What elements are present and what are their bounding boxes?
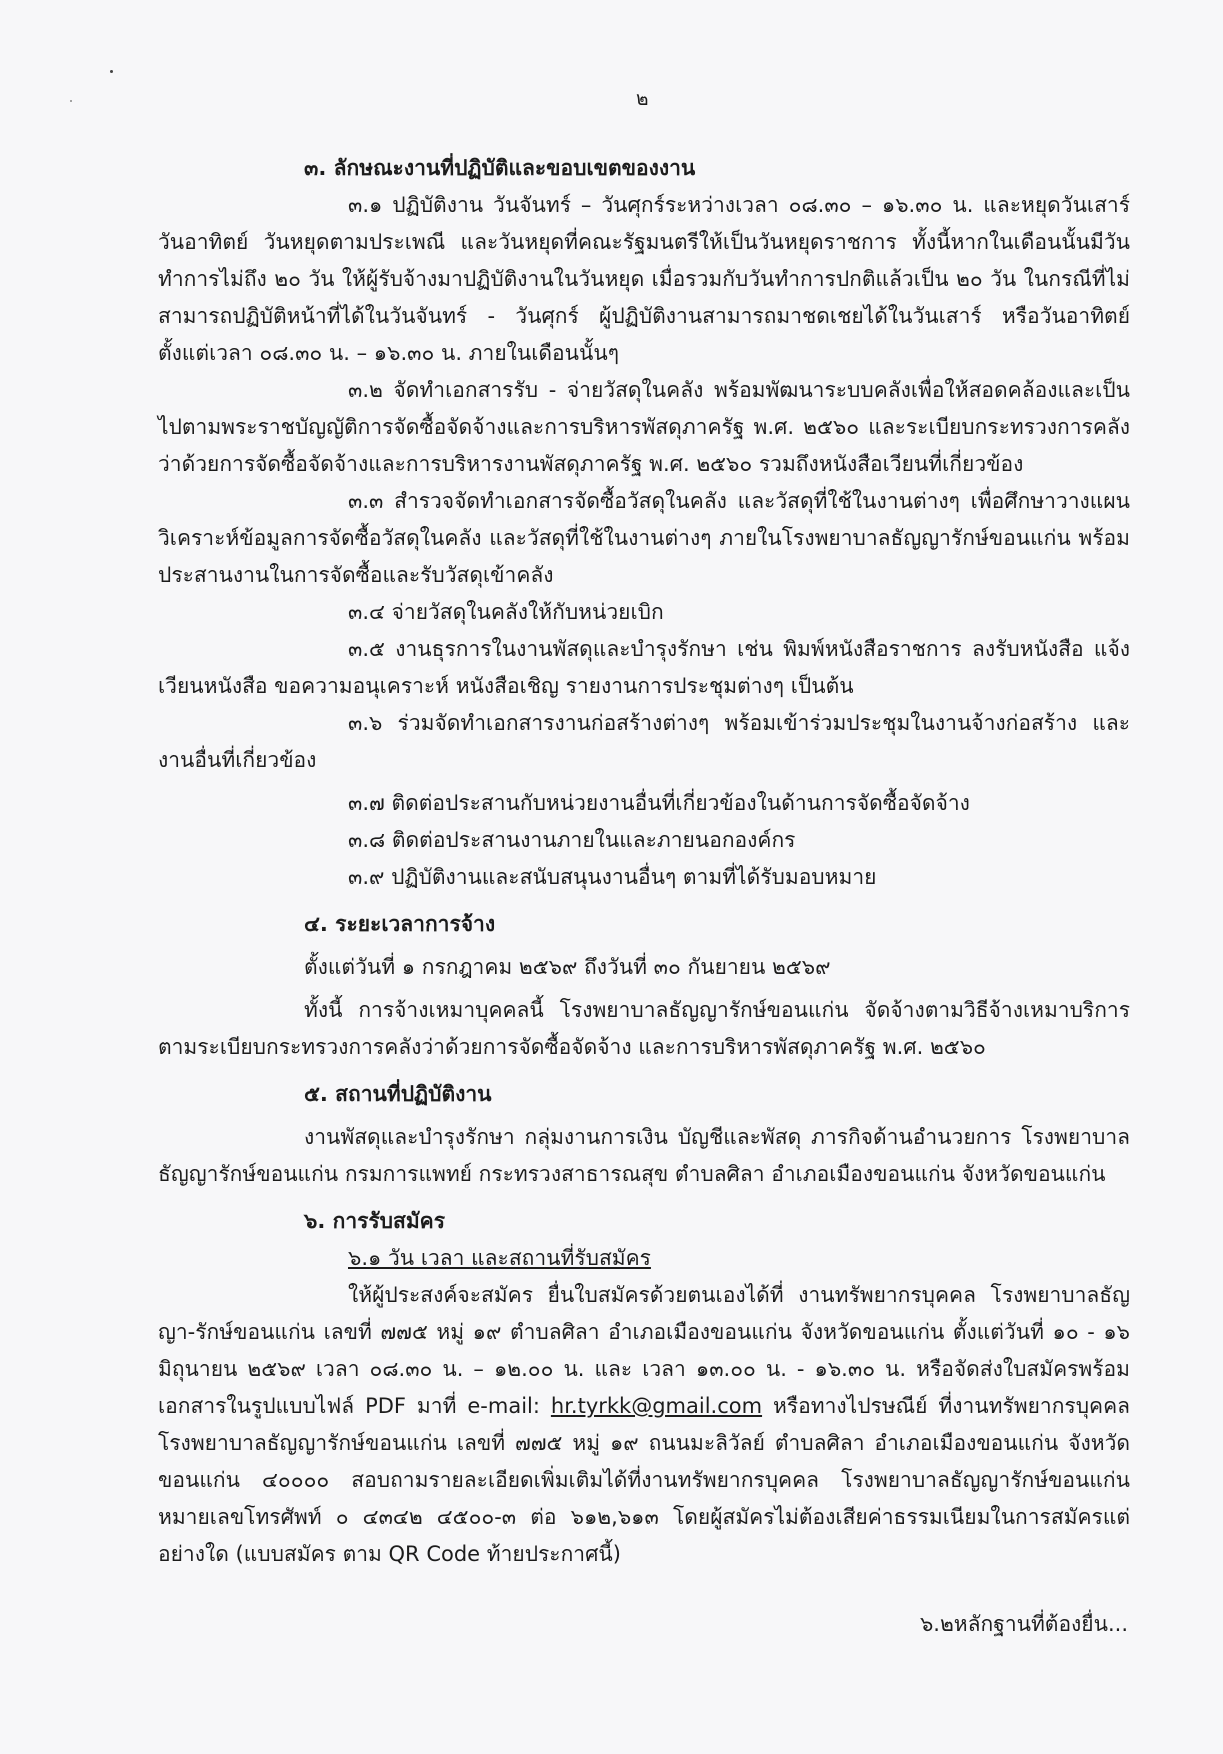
email-link[interactable]: hr.tyrkk@gmail.com (550, 1394, 763, 1418)
section-6-1-text-a: ให้ผู้ประสงค์จะสมัคร ยื่นใบสมัครด้วยตนเองได้ที่ งานทรัพยากรบุคคล โรงพยาบาลธัญญา-รักษ์ขอนแก่น เลขที่ ๗๗๕ หมู่ ๑๙ ตำบลศิลา อำเภอเมืองขอนแก่น จังหวัดขอนแก่น ตั้งแต่วันที่ ๑๐ - ๑๖ มิถุนายน ๒๕๖๙ เวลา ๐๘.๓๐ น. – ๑๒.๐๐ น. และ เวลา ๑๓.๐๐ น. - ๑๖.๓๐ น. หรือจัดส่งใบสมัครพร้อมเอกสารในรูปแบบไฟล์ PDF มาที่ e-mail: (158, 1283, 1130, 1418)
section-3-heading: ๓. ลักษณะงานที่ปฏิบัติและขอบเขตของงาน (304, 156, 696, 180)
scan-speck (110, 70, 113, 73)
page-number: ๒ (636, 88, 649, 110)
section-4-period: ตั้งแต่วันที่ ๑ กรกฎาคม ๒๕๖๙ ถึงวันที่ ๓๐ กันยายน ๒๕๖๙ (304, 955, 831, 979)
continuation-footer: ๖.๒หลักฐานที่ต้องยื่น... (919, 1612, 1128, 1636)
section-3-2: ๓.๒ จัดทำเอกสารรับ - จ่ายวัสดุในคลัง พร้อมพัฒนาระบบคลังเพื่อให้สอดคล้องและเป็นไปตามพระราชบัญญัติการจัดซื้อจัดจ้างและการบริหารพัสดุภาครัฐ พ.ศ. ๒๕๖๐ และระเบียบกระทรวงการคลังว่าด้วยการจัดซื้อจัดจ้างและการบริหารงานพัสดุภาครัฐ พ.ศ. ๒๕๖๐ รวมถึงหนังสือเวียนที่เกี่ยวข้อง (158, 378, 1130, 476)
section-3-8: ๓.๘ ติดต่อประสานงานภายในและภายนอกองค์กร (348, 828, 796, 852)
section-6-1-title: ๖.๑ วัน เวลา และสถานที่รับสมัคร (348, 1246, 651, 1270)
section-3-6: ๓.๖ ร่วมจัดทำเอกสารงานก่อสร้างต่างๆ พร้อมเข้าร่วมประชุมในงานจ้างก่อสร้าง และงานอื่นที่เกี่ยวข้อง (158, 711, 1130, 772)
section-3-3: ๓.๓ สำรวจจัดทำเอกสารจัดซื้อวัสดุในคลัง และวัสดุที่ใช้ในงานต่างๆ เพื่อศึกษาวางแผน วิเคราะห์ข้อมูลการจัดซื้อวัสดุในคลัง และวัสดุที่ใช้ในงานต่างๆ ภายในโรงพยาบาลธัญญารักษ์ขอนแก่น พร้อมประสานงานในการจัดซื้อและรับวัสดุเข้าคลัง (158, 489, 1130, 587)
section-6-1-text-b: หรือทางไปรษณีย์ ที่งานทรัพยากรบุคคล โรงพยาบาลธัญญารักษ์ขอนแก่น เลขที่ ๗๗๕ หมู่ ๑๙ ถนนมะลิวัลย์ ตำบลศิลา อำเภอเมืองขอนแก่น จังหวัดขอนแก่น ๔๐๐๐๐ สอบถามรายละเอียดเพิ่มเติมได้ที่งานทรัพยากรบุคคล โรงพยาบาลธัญญารักษ์ขอนแก่น หมายเลขโทรศัพท์ ๐ ๔๓๔๒ ๔๕๐๐-๓ ต่อ ๖๑๒,๖๑๓ โดยผู้สมัครไม่ต้องเสียค่าธรรมเนียมในการสมัครแต่อย่างใด (แบบสมัคร ตาม QR Code ท้ายประกาศนี้) (158, 1394, 1130, 1566)
section-3-7: ๓.๗ ติดต่อประสานกับหน่วยงานอื่นที่เกี่ยวข้องในด้านการจัดซื้อจัดจ้าง (348, 791, 970, 815)
document-body (158, 150, 1130, 1573)
scan-speck (70, 100, 72, 102)
section-3-1: ๓.๑ ปฏิบัติงาน วันจันทร์ – วันศุกร์ระหว่างเวลา ๐๘.๓๐ – ๑๖.๓๐ น. และหยุดวันเสาร์ วันอาทิตย์ วันหยุดตามประเพณี และวันหยุดที่คณะรัฐมนตรีให้เป็นวันหยุดราชการ ทั้งนี้หากในเดือนนั้นมีวันทำการไม่ถึง ๒๐ วัน ให้ผู้รับจ้างมาปฏิบัติงานในวันหยุด เมื่อรวมกับวันทำการปกติแล้วเป็น ๒๐ วัน ในกรณีที่ไม่สามารถปฏิบัติหน้าที่ได้ในวันจันทร์ - วันศุกร์ ผู้ปฏิบัติงานสามารถมาชดเชยได้ในวันเสาร์ หรือวันอาทิตย์ ตั้งแต่เวลา ๐๘.๓๐ น. – ๑๖.๓๐ น. ภายในเดือนนั้นๆ (158, 193, 1130, 365)
section-4-note: ทั้งนี้ การจ้างเหมาบุคคลนี้ โรงพยาบาลธัญญารักษ์ขอนแก่น จัดจ้างตามวิธีจ้างเหมาบริการ ตามระเบียบกระทรวงการคลังว่าด้วยการจัดซื้อจัดจ้าง และการบริหารพัสดุภาครัฐ พ.ศ. ๒๕๖๐ (158, 998, 1130, 1059)
section-6-1-body (158, 1277, 1130, 1573)
section-3-5: ๓.๕ งานธุรการในงานพัสดุและบำรุงรักษา เช่น พิมพ์หนังสือราชการ ลงรับหนังสือ แจ้งเวียนหนังสือ ขอความอนุเคราะห์ หนังสือเชิญ รายงานการประชุมต่างๆ เป็นต้น (158, 637, 1130, 698)
section-4-heading: ๔. ระยะเวลาการจ้าง (304, 912, 496, 936)
section-5-location: งานพัสดุและบำรุงรักษา กลุ่มงานการเงิน บัญชีและพัสดุ ภารกิจด้านอำนวยการ โรงพยาบาลธัญญารักษ์ขอนแก่น กรมการแพทย์ กระทรวงสาธารณสุข ตำบลศิลา อำเภอเมืองขอนแก่น จังหวัดขอนแก่น (158, 1125, 1130, 1186)
section-6-heading: ๖. การรับสมัคร (304, 1209, 446, 1233)
section-6-1-heading (158, 1240, 1130, 1277)
section-3-9: ๓.๙ ปฏิบัติงานและสนับสนุนงานอื่นๆ ตามที่ได้รับมอบหมาย (348, 865, 877, 889)
section-5-heading: ๕. สถานที่ปฏิบัติงาน (304, 1082, 492, 1106)
section-3-4: ๓.๔ จ่ายวัสดุในคลังให้กับหน่วยเบิก (348, 600, 664, 624)
